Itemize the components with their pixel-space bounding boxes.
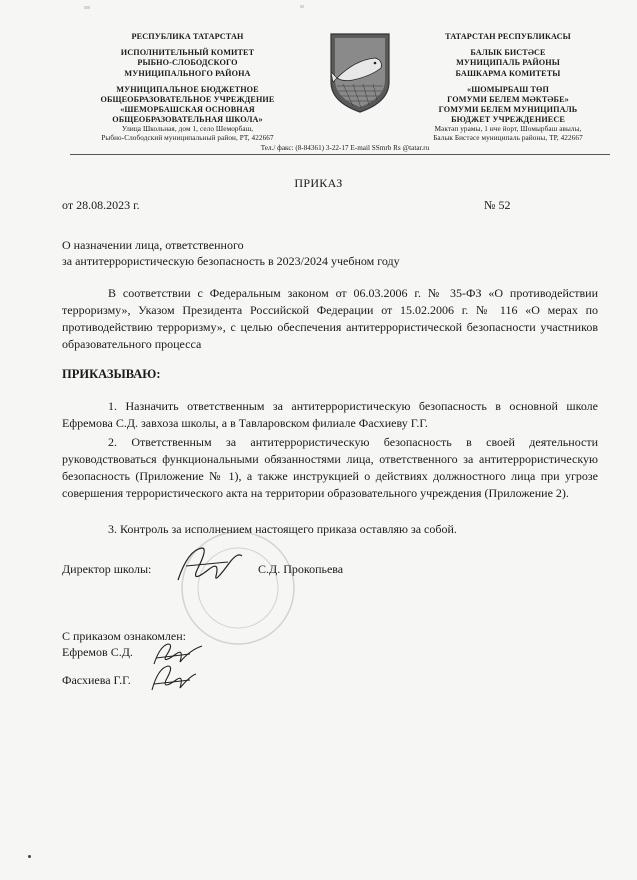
school-stamp-icon — [178, 528, 298, 648]
header-left-address — [70, 125, 305, 143]
header-left-org: МУНИЦИПАЛЬНОЕ БЮДЖЕТНОЕ — [116, 84, 259, 94]
header-right-org: БЮДЖЕТ УЧРЕЖДЕНИЕСЕ — [451, 115, 565, 125]
ack-person: Фасхиева Г.Г. — [62, 673, 131, 687]
order-item — [62, 521, 598, 538]
header-right — [408, 32, 608, 142]
scan-mark — [300, 5, 304, 8]
address-line: Мәктәп урамы, 1 нче йорт, Шомырбаш авылы, — [434, 125, 582, 133]
header-left-line: РЫБНО-СЛОБОДСКОГО — [137, 58, 238, 68]
subject-line: О назначении лица, ответственного — [62, 238, 244, 252]
header-right-line: МУНИЦИПАЛЬ РАЙОНЫ — [456, 58, 560, 68]
ack-person: Ефремов С.Д. — [62, 645, 133, 659]
address-line: Рыбно-Слободский муниципальный район, РТ, 422667 — [101, 134, 274, 142]
preamble-paragraph — [62, 285, 598, 353]
order-item-text: 2. Ответственным за антитеррористическую безопасность в своей деятельности руководствоваться функциональными обязанностями лица, ответственного за антитеррористическую безопасность (Приложение № 1), а также инструкцией о действиях должностного лица при угрозе совершения террористического акта на территории образовательного учреждения (Приложение 2). — [62, 435, 598, 500]
document-number: № 52 — [484, 198, 511, 212]
document-date: от 28.08.2023 г. — [62, 198, 140, 212]
header-right-org: «ШОМЫРБАШ ТӨП — [467, 84, 549, 94]
director-name: С.Д. Прокопьева — [258, 562, 344, 576]
preamble-text: В соответствии с Федеральным законом от 06.03.2006 г. № 35-ФЗ «О противодействии терроризму», Указом Президента Российской Федерации от 15.02.2006 г. № 116 «О мерах по противодействию терроризму», с целью обеспечения антитеррористической безопасности участников образовательного процесса — [62, 286, 598, 351]
fish-emblem-icon — [325, 30, 395, 114]
header-divider — [70, 154, 610, 155]
header-left-org: ОБЩЕОБРАЗОВАТЕЛЬНАЯ ШКОЛА» — [112, 115, 263, 125]
document-subject — [62, 237, 400, 269]
header-left-org: «ШЕМОРБАШСКАЯ ОСНОВНАЯ — [120, 105, 255, 115]
header-right-line: БАЛЫК БИСТӘСЕ — [470, 48, 546, 58]
order-item — [62, 434, 598, 502]
address-line: Балык Бистәсе муниципаль районы, ТР, 422667 — [433, 134, 583, 142]
director-label: Директор школы: — [62, 562, 152, 576]
header-left-org: ОБЩЕОБРАЗОВАТЕЛЬНОЕ УЧРЕЖДЕНИЕ — [100, 95, 275, 105]
header-left-line: МУНИЦИПАЛЬНОГО РАЙОНА — [124, 68, 251, 78]
header-right-org: ГОМУМИ БЕЛЕМ МУНИЦИПАЛЬ — [438, 105, 578, 115]
ack-label: С приказом ознакомлен: — [62, 629, 187, 643]
header-left-line: РЕСПУБЛИКА ТАТАРСТАН — [131, 32, 244, 41]
order-word: ПРИКАЗЫВАЮ: — [62, 367, 161, 381]
contacts-line: Тел./ факс: (8-84361) 3-22-17 E-mail SSmrb Rs @tatar.ru — [260, 144, 430, 152]
order-item — [62, 398, 598, 432]
header-right-org: ГОМУМИ БЕЛЕМ МӘКТӘБЕ» — [447, 95, 569, 105]
faskhieva-signature-icon — [146, 660, 202, 696]
address-line: Улица Школьная, дом 1, село Шеморбаш, — [121, 125, 254, 133]
header-right-line: ТАТАРСТАН РЕСПУБЛИКАСЫ — [445, 32, 571, 41]
header-right-address — [408, 125, 608, 143]
header-left — [70, 32, 305, 142]
header-left-line: ИСПОЛНИТЕЛЬНЫЙ КОМИТЕТ — [120, 48, 255, 58]
scan-dot — [28, 855, 31, 858]
order-item-text: 3. Контроль за исполнением настоящего приказа оставляю за собой. — [108, 522, 457, 536]
order-item-text: 1. Назначить ответственным за антитеррористическую безопасность в основной школе Ефремова С.Д. завхоза школы, а в Тавларовском филиале Фасхиеву Г.Г. — [62, 399, 598, 430]
document-title: ПРИКАЗ — [294, 176, 343, 190]
header-right-line: БАШКАРМА КОМИТЕТЫ — [455, 68, 561, 78]
scan-mark — [84, 6, 90, 9]
subject-line: за антитеррористическую безопасность в 2023/2024 учебном году — [62, 254, 400, 268]
